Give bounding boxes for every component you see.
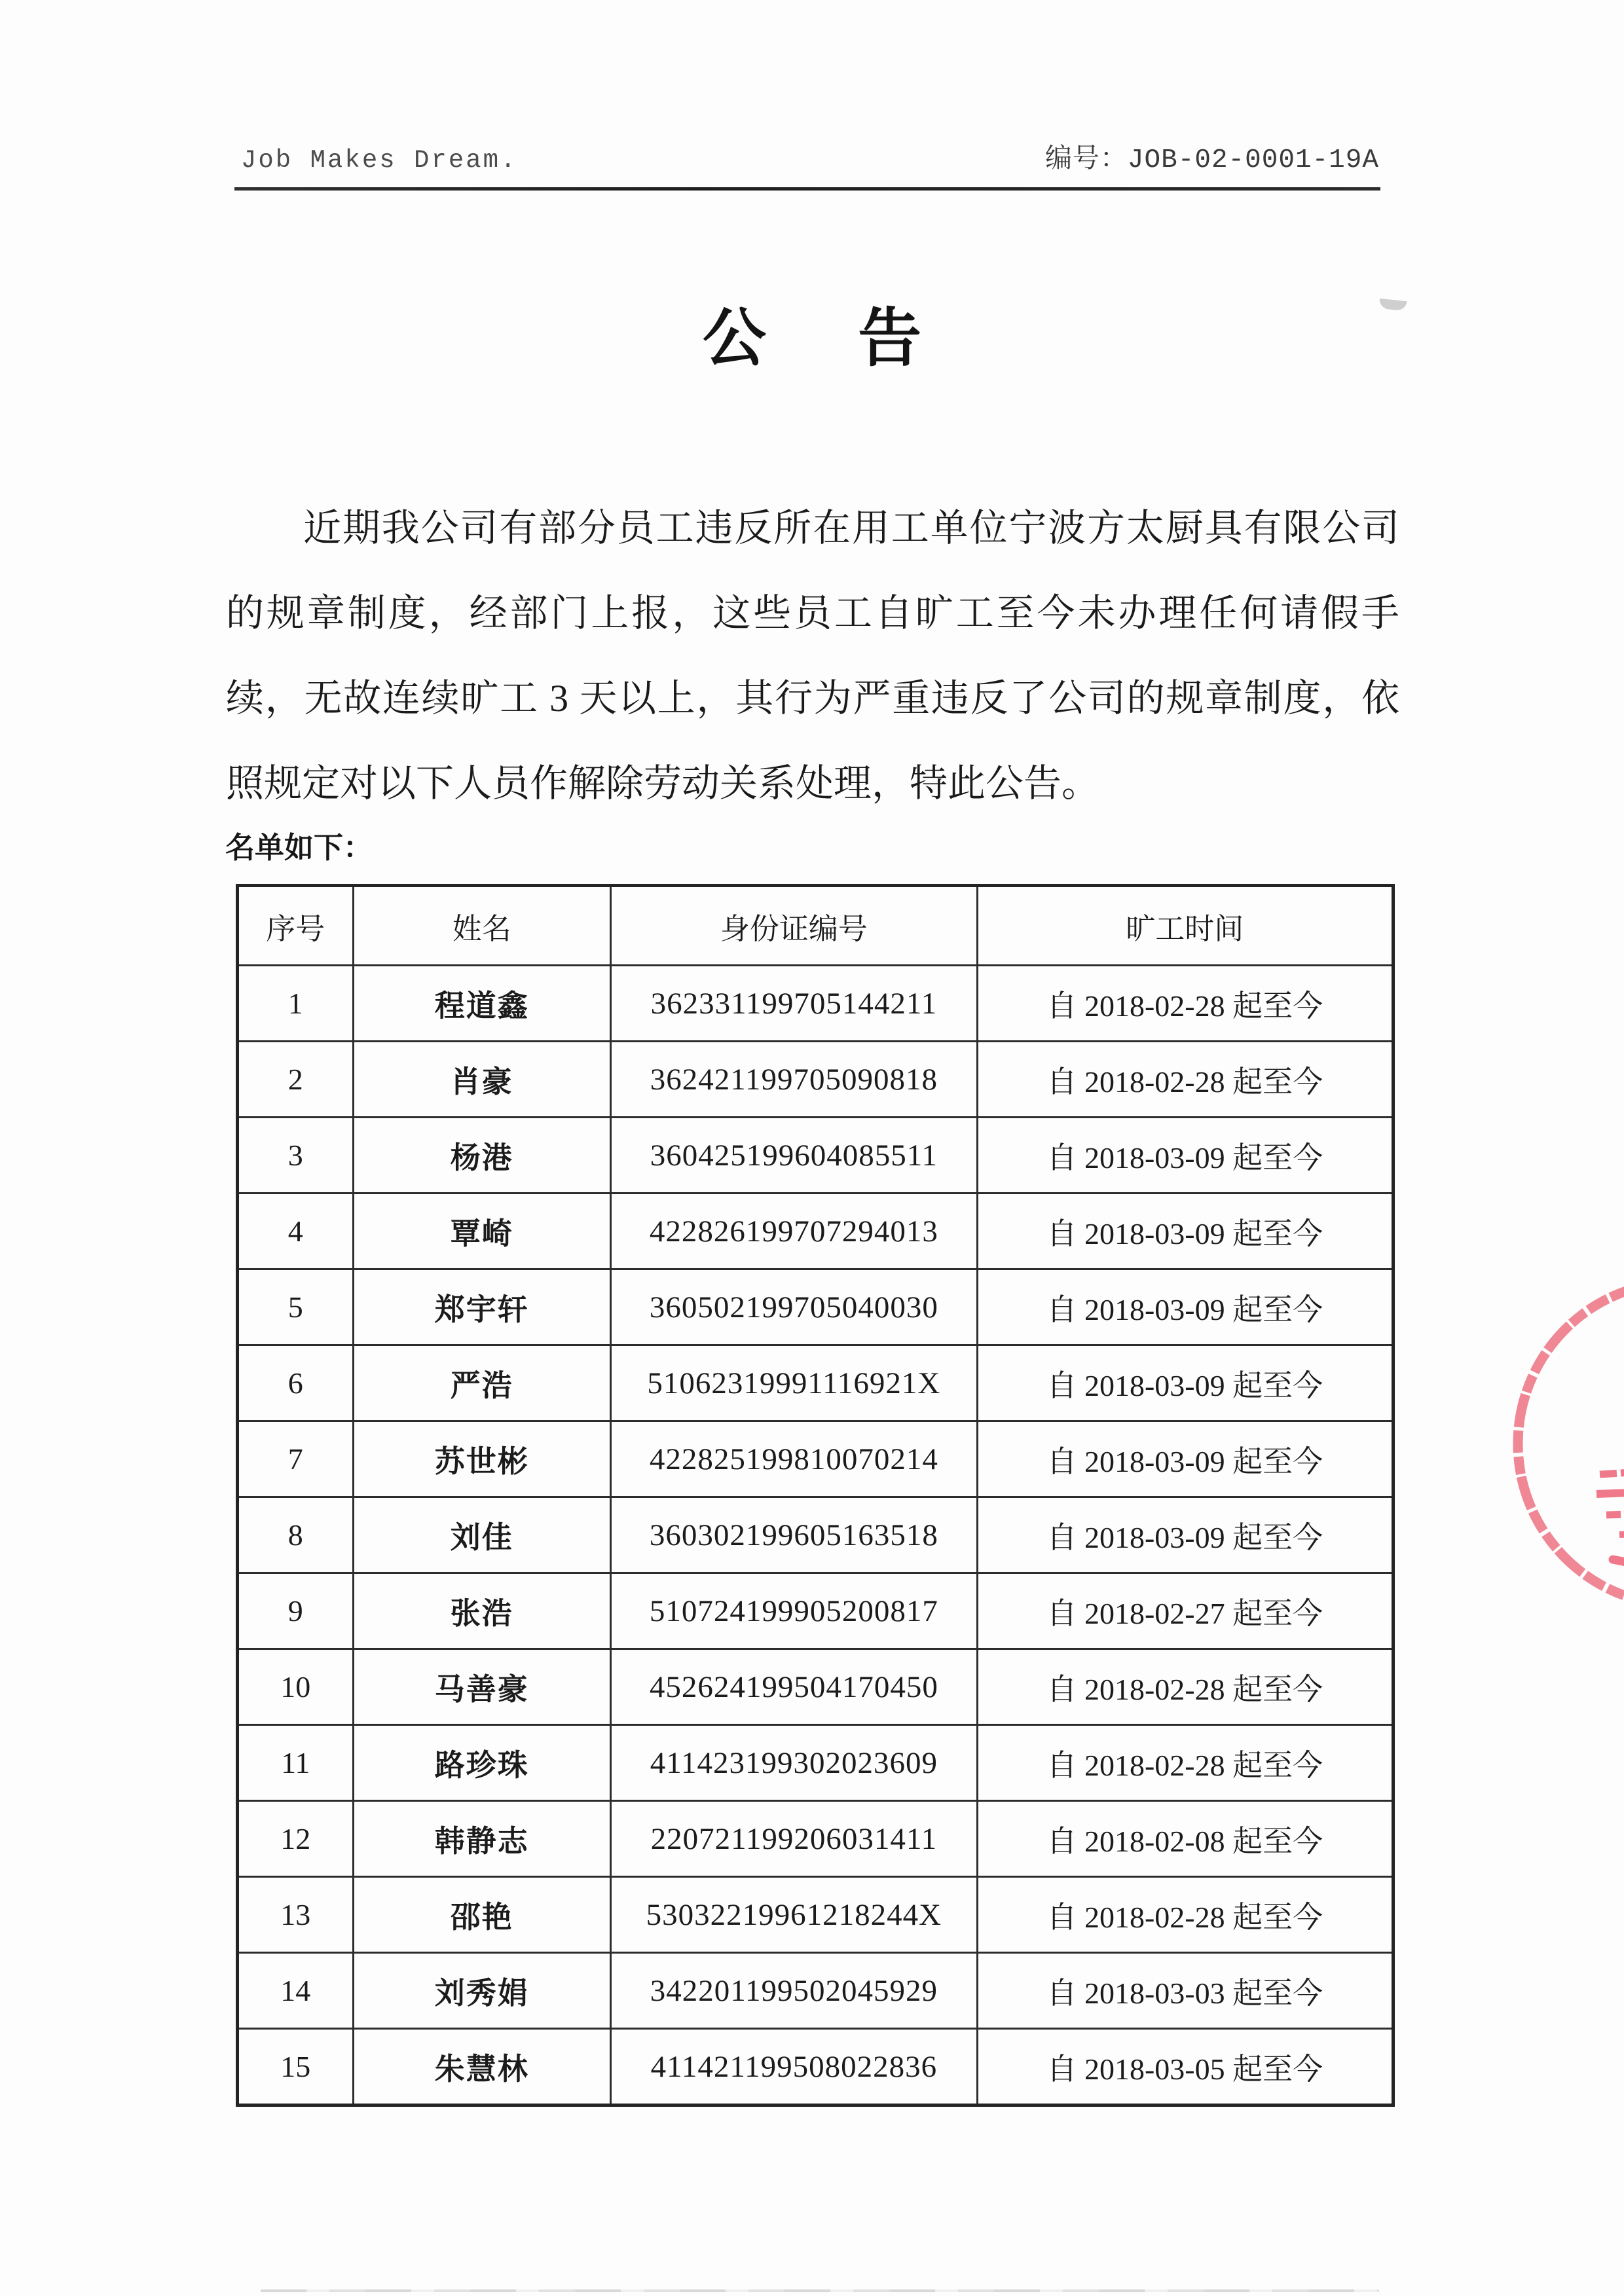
table-row: [238, 1725, 1393, 1801]
cell-name: 刘佳: [353, 1497, 611, 1573]
table-body: [238, 966, 1393, 2105]
cell-id-number: 422825199810070214: [611, 1421, 978, 1497]
cell-absence-period: 自 2018-03-09 起至今: [977, 1194, 1393, 1269]
cell-index: 2: [238, 1042, 354, 1118]
cell-index: 7: [238, 1421, 354, 1497]
page-title: 公 告: [702, 304, 960, 374]
cell-index: 15: [238, 2029, 354, 2105]
cell-name: 肖豪: [353, 1042, 611, 1118]
cell-absence-period: 自 2018-02-28 起至今: [977, 1725, 1393, 1801]
cell-index: 4: [238, 1194, 354, 1269]
table-row: [238, 1801, 1393, 1877]
cell-name: 韩静志: [353, 1801, 611, 1877]
cell-id-number: 362331199705144211: [611, 966, 978, 1042]
cell-name: 郑宇轩: [353, 1269, 611, 1345]
table-row: [238, 966, 1393, 1042]
cell-name: 程道鑫: [353, 966, 611, 1042]
cell-index: 11: [238, 1725, 354, 1801]
cell-id-number: 342201199502045929: [611, 1953, 978, 2029]
cell-absence-period: 自 2018-03-09 起至今: [977, 1421, 1393, 1497]
announcement-body: 近期我公司有部分员工违反所在用工单位宁波方太厨具有限公司的规章制度，经部门上报，这些员工自旷工至今未办理任何请假手续，无故连续旷工 3 天以上，其行为严重违反了公司的规章制度，依照规定对以下人员作解除劳动关系处理，特此公告。: [226, 507, 1399, 805]
header-name: 姓名: [353, 886, 611, 966]
cell-absence-period: 自 2018-03-09 起至今: [977, 1497, 1393, 1573]
cell-name: 严浩: [353, 1345, 611, 1421]
cell-absence-period: 自 2018-03-05 起至今: [977, 2029, 1393, 2105]
cell-name: 杨港: [353, 1118, 611, 1194]
header-id-number: 身份证编号: [611, 886, 978, 966]
table-row: [238, 1194, 1393, 1269]
table-row: [238, 1042, 1393, 1118]
dismissal-table: [236, 884, 1395, 2107]
cell-name: 路珍珠: [353, 1725, 611, 1801]
header-divider-line: [234, 187, 1380, 191]
cell-name: 马善豪: [353, 1649, 611, 1725]
cell-absence-period: 自 2018-02-28 起至今: [977, 966, 1393, 1042]
scan-bleed-line: [261, 2289, 1379, 2292]
cell-absence-period: 自 2018-02-08 起至今: [977, 1801, 1393, 1877]
cell-index: 9: [238, 1573, 354, 1649]
cell-id-number: 220721199206031411: [611, 1801, 978, 1877]
cell-index: 10: [238, 1649, 354, 1725]
table-row: [238, 1953, 1393, 2029]
cell-id-number: 362421199705090818: [611, 1042, 978, 1118]
cell-index: 13: [238, 1877, 354, 1953]
cell-id-number: 422826199707294013: [611, 1194, 978, 1269]
cell-index: 5: [238, 1269, 354, 1345]
cell-id-number: 411421199508022836: [611, 2029, 978, 2105]
table-row: [238, 1497, 1393, 1573]
cell-absence-period: 自 2018-02-28 起至今: [977, 1042, 1393, 1118]
table-row: [238, 1345, 1393, 1421]
cell-id-number: 452624199504170450: [611, 1649, 978, 1725]
cell-absence-period: 自 2018-03-09 起至今: [977, 1269, 1393, 1345]
table-row: [238, 1573, 1393, 1649]
cell-name: 朱慧林: [353, 2029, 611, 2105]
cell-name: 刘秀娟: [353, 1953, 611, 2029]
cell-index: 6: [238, 1345, 354, 1421]
cell-index: 1: [238, 966, 354, 1042]
table-row: [238, 1649, 1393, 1725]
cell-absence-period: 自 2018-03-09 起至今: [977, 1118, 1393, 1194]
table-header-row: [238, 886, 1393, 966]
cell-index: 12: [238, 1801, 354, 1877]
table-row: [238, 1269, 1393, 1345]
cell-name: 覃崎: [353, 1194, 611, 1269]
list-label: 名单如下：: [225, 831, 373, 864]
cell-absence-period: 自 2018-02-27 起至今: [977, 1573, 1393, 1649]
cell-index: 14: [238, 1953, 354, 2029]
table-row: [238, 1877, 1393, 1953]
cell-id-number: 510724199905200817: [611, 1573, 978, 1649]
cell-absence-period: 自 2018-02-28 起至今: [977, 1877, 1393, 1953]
cell-index: 8: [238, 1497, 354, 1573]
cell-absence-period: 自 2018-02-28 起至今: [977, 1649, 1393, 1725]
cell-absence-period: 自 2018-03-09 起至今: [977, 1345, 1393, 1421]
cell-id-number: 411423199302023609: [611, 1725, 978, 1801]
cell-absence-period: 自 2018-03-03 起至今: [977, 1953, 1393, 2029]
table-row: [238, 1421, 1393, 1497]
cell-id-number: 360302199605163518: [611, 1497, 978, 1573]
company-slogan: Job Makes Dream.: [241, 146, 518, 175]
cell-name: 邵艳: [353, 1877, 611, 1953]
red-seal-stamp: [1508, 1278, 1624, 1645]
cell-id-number: 53032219961218244X: [611, 1877, 978, 1953]
table-row: [238, 1118, 1393, 1194]
table-row: [238, 2029, 1393, 2105]
cell-name: 张浩: [353, 1573, 611, 1649]
cell-id-number: 360425199604085511: [611, 1118, 978, 1194]
page-header: [241, 136, 1379, 175]
document-number: 编号：JOB-02-0001-19A: [1044, 145, 1379, 175]
cell-name: 苏世彬: [353, 1421, 611, 1497]
header-absence-period: 旷工时间: [977, 886, 1393, 966]
cell-id-number: 51062319991116921X: [611, 1345, 978, 1421]
header-index: 序号: [238, 886, 354, 966]
cell-index: 3: [238, 1118, 354, 1194]
cell-id-number: 360502199705040030: [611, 1269, 978, 1345]
